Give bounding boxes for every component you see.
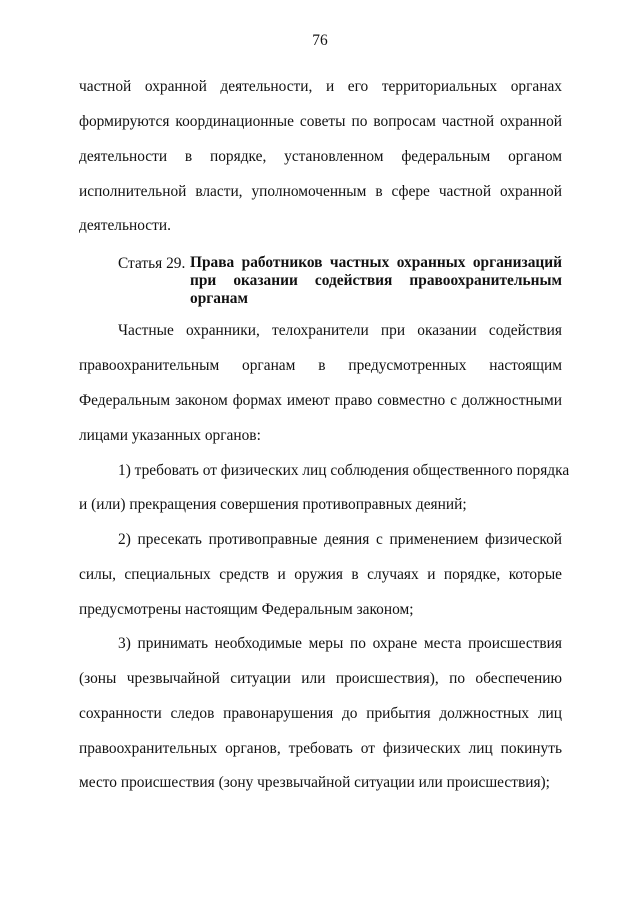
article-title-line: при оказании содействия правоохранительным	[190, 272, 562, 289]
text-line: формируются координационные советы по вопросам частной охранной	[79, 113, 562, 130]
article-label: Статья 29.	[118, 255, 186, 272]
text-line: деятельности в порядке, установленном федеральным органом	[79, 148, 562, 165]
text-line: место происшествия (зону чрезвычайной ситуации или происшествия);	[79, 774, 550, 791]
text-line: частной охранной деятельности, и его территориальных органах	[79, 78, 562, 95]
text-line: предусмотрены настоящим Федеральным законом;	[79, 601, 414, 618]
text-line: и (или) прекращения совершения противоправных деяний;	[79, 496, 467, 513]
article-title-line: Права работников частных охранных организаций	[190, 254, 562, 271]
text-line: исполнительной власти, уполномоченным в сфере частной охранной	[79, 183, 562, 200]
text-line: 3) принимать необходимые меры по охране места происшествия	[118, 635, 562, 652]
page-number: 76	[312, 32, 328, 49]
text-line: правоохранительных органов, требовать от физических лиц покинуть	[79, 740, 562, 757]
text-line: Федеральным законом формах имеют право совместно с должностными	[79, 392, 562, 409]
article-title-line: органам	[190, 290, 248, 307]
text-line: (зоны чрезвычайной ситуации или происшествия), по обеспечению	[79, 670, 562, 687]
text-line: правоохранительным органам в предусмотренных настоящим	[79, 357, 562, 374]
article-title	[190, 254, 562, 308]
text-line: сохранности следов правонарушения до прибытия должностных лиц	[79, 705, 562, 722]
text-line: силы, специальных средств и оружия в случаях и порядке, которые	[79, 566, 562, 583]
text-line: Частные охранники, телохранители при оказании содействия	[118, 322, 562, 339]
text-line: деятельности.	[79, 217, 171, 234]
text-line: 1) требовать от физических лиц соблюдения общественного порядка	[118, 462, 570, 479]
text-line: 2) пресекать противоправные деяния с применением физической	[118, 531, 562, 548]
text-line: лицами указанных органов:	[79, 427, 261, 444]
